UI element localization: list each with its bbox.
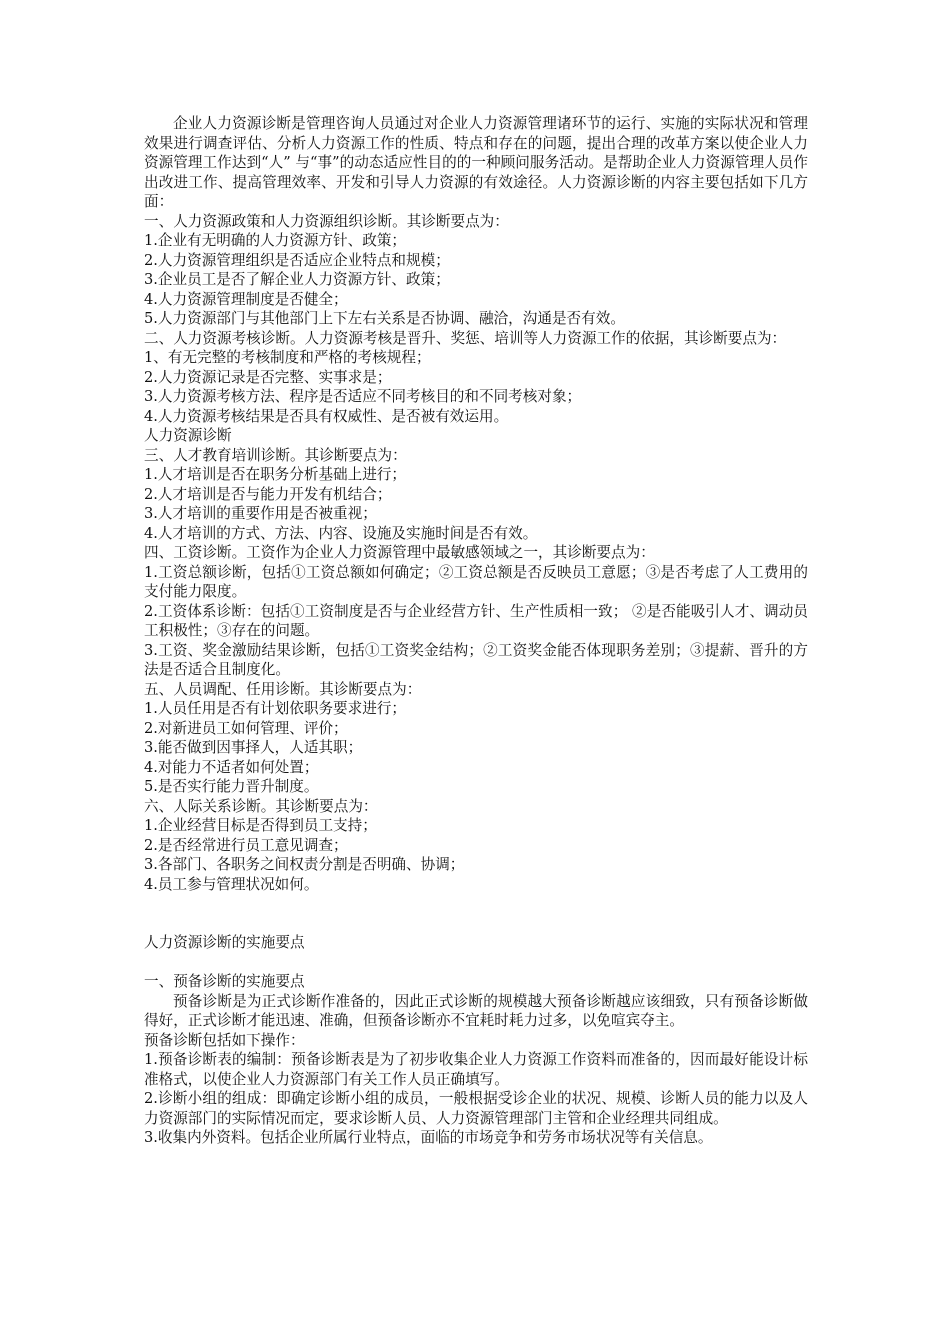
inline-label: 人力资源诊断 <box>144 427 232 444</box>
list-item: 2.诊断小组的组成：即确定诊断小组的成员，一般根据受诊企业的状况、规模、诊断人员的能力以及人力资源部门的实际情况而定，要求诊断人员、人力资源管理部门主管和企业经理共同组成。 <box>144 1090 808 1127</box>
blank-line <box>144 953 808 973</box>
list-item: 3.各部门、各职务之间权责分割是否明确、协调； <box>144 856 465 873</box>
blank-line <box>144 914 808 934</box>
list-item: 1.人才培训是否在职务分析基础上进行； <box>144 466 407 483</box>
list-item: 1.预备诊断表的编制：预备诊断表是为了初步收集企业人力资源工作资料而准备的，因而最好能设计标准格式，以使企业人力资源部门有关工作人员正确填写。 <box>144 1051 808 1088</box>
part-2-paragraph: 预备诊断是为正式诊断作准备的，因此正式诊断的规模越大预备诊断越应该细致，只有预备诊断做得好，正式诊断才能迅速、准确，但预备诊断亦不宜耗时耗力过多，以免喧宾夺主。 <box>144 992 808 1029</box>
list-item: 4.对能力不适者如何处置； <box>144 758 319 776</box>
list-item: 3.工资、奖金激励结果诊断，包括①工资奖金结构；②工资奖金能否体现职务差别；③提薪、晋升的方法是否适合且制度化。 <box>144 641 808 678</box>
list-item: 3.能否做到因事择人，人适其职； <box>144 739 363 756</box>
list-item: 1、有无完整的考核制度和严格的考核规程； <box>144 349 431 366</box>
list-item: 3.人力资源考核方法、程序是否适应不同考核目的和不同考核对象； <box>144 388 582 405</box>
list-item: 3.企业员工是否了解企业人力资源方针、政策； <box>144 271 450 288</box>
section-6-heading: 六、人际关系诊断。其诊断要点为： <box>144 797 378 815</box>
list-item: 2.人力资源记录是否完整、实事求是； <box>144 368 392 386</box>
list-item: 4.人力资源考核结果是否具有权威性、是否被有效运用。 <box>144 407 509 425</box>
list-item: 1.企业经营目标是否得到员工支持； <box>144 817 377 834</box>
list-item: 2.人才培训是否与能力开发有机结合； <box>144 485 392 503</box>
part-2-ops-intro: 预备诊断包括如下操作： <box>144 1031 305 1049</box>
list-item: 1.人员任用是否有计划依职务要求进行； <box>144 700 407 717</box>
list-item: 2.工资体系诊断：包括①工资制度是否与企业经营方针、生产性质相一致； ②是否能吸引人才、调动员工积极性；③存在的问题。 <box>144 602 808 639</box>
section-5-heading: 五、人员调配、任用诊断。其诊断要点为： <box>144 680 422 698</box>
section-2-heading: 二、人力资源考核诊断。人力资源考核是晋升、奖惩、培训等人力资源工作的依据，其诊断要点为： <box>144 329 787 347</box>
list-item: 5.人力资源部门与其他部门上下左右关系是否协调、融洽，沟通是否有效。 <box>144 310 625 327</box>
section-3-heading: 三、人才教育培训诊断。其诊断要点为： <box>144 446 407 464</box>
document-page <box>144 114 808 1148</box>
section-1-heading: 一、人力资源政策和人力资源组织诊断。其诊断要点为： <box>144 212 509 230</box>
section-4-heading: 四、工资诊断。工资作为企业人力资源管理中最敏感领域之一，其诊断要点为： <box>144 544 655 561</box>
list-item: 2.是否经常进行员工意见调查； <box>144 836 348 854</box>
blank-line <box>144 894 808 914</box>
list-item: 4.人力资源管理制度是否健全； <box>144 290 348 308</box>
list-item: 3.收集内外资料。包括企业所属行业特点，面临的市场竞争和劳务市场状况等有关信息。 <box>144 1129 713 1146</box>
list-item: 2.人力资源管理组织是否适应企业特点和规模； <box>144 251 450 269</box>
list-item: 4.人才培训的方式、方法、内容、设施及实施时间是否有效。 <box>144 524 538 542</box>
intro-paragraph: 企业人力资源诊断是管理咨询人员通过对企业人力资源管理诸环节的运行、实施的实际状况和管理效果进行调查评估、分析人力资源工作的性质、特点和存在的问题，提出合理的改革方案以使企业人力资源管理工作达到“人” 与“事”的动态适应性目的的一种顾问服务活动。是帮助企业人力资源管理人员作出改进工作、提高管理效率、开发和引导人力资源的有效途径。人力资源诊断的内容主要包括如下几方面： <box>144 115 808 210</box>
part-2-title: 人力资源诊断的实施要点 <box>144 934 305 951</box>
list-item: 1.工资总额诊断，包括①工资总额如何确定；②工资总额是否反映员工意愿；③是否考虑了人工费用的支付能力限度。 <box>144 563 808 600</box>
list-item: 4.员工参与管理状况如何。 <box>144 875 319 893</box>
list-item: 1.企业有无明确的人力资源方针、政策； <box>144 232 407 249</box>
list-item: 5.是否实行能力晋升制度。 <box>144 778 319 795</box>
list-item: 3.人才培训的重要作用是否被重视； <box>144 505 377 522</box>
list-item: 2.对新进员工如何管理、评价； <box>144 719 348 737</box>
part-2-heading: 一、预备诊断的实施要点 <box>144 973 305 990</box>
